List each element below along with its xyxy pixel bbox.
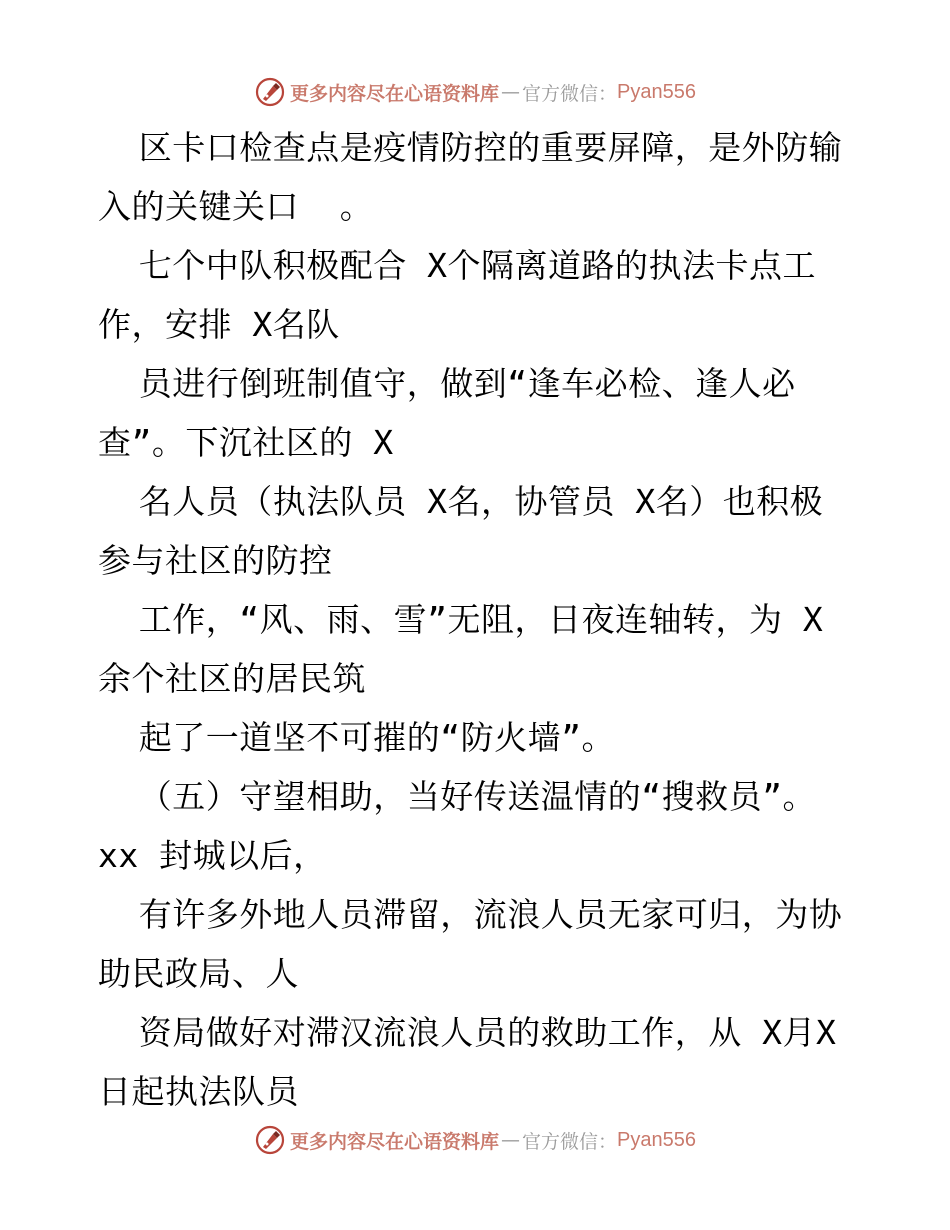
body-line: 起了一道坚不可摧的“防火墙”。	[98, 718, 615, 757]
banner-wechat-id: Pyan556	[617, 80, 696, 103]
banner-wechat-id: Pyan556	[617, 1128, 696, 1151]
body-line: 区卡口检查点是疫情防控的重要屏障，是外防输	[98, 128, 843, 167]
banner-title: 更多内容尽在心语资料库	[290, 1130, 500, 1153]
body-line: 入的关键关口 。	[98, 187, 374, 226]
pen-nib-logo-icon	[254, 1124, 286, 1156]
pen-nib-logo-icon	[254, 76, 286, 108]
body-line: 资局做好对滞汉流浪人员的救助工作，从 X月X	[98, 1013, 837, 1052]
body-line: 工作，“风、雨、雪”无阻，日夜连轴转，为 X	[98, 600, 824, 639]
body-line: xx 封城以后，	[98, 836, 327, 875]
footer-banner	[0, 1120, 950, 1160]
body-line: 日起执法队员	[98, 1072, 299, 1111]
body-line: 作，安排 X名队	[98, 305, 340, 344]
body-line: 助民政局、人	[98, 954, 299, 993]
header-banner	[0, 72, 950, 112]
body-line: 查”。下沉社区的 X	[98, 423, 394, 462]
banner-wechat-label: 官方微信：	[522, 82, 618, 105]
document-body	[98, 118, 868, 1121]
body-line: 余个社区的居民筑	[98, 659, 366, 698]
body-line: 有许多外地人员滞留，流浪人员无家可归，为协	[98, 895, 843, 934]
body-line: （五）守望相助，当好传送温情的“搜救员”。	[98, 777, 816, 816]
body-line: 名人员（执法队员 X名，协管员 X名）也积极	[98, 482, 824, 521]
banner-wechat-label: 官方微信：	[522, 1130, 618, 1153]
banner-dash: —	[501, 1129, 521, 1151]
body-line: 员进行倒班制值守，做到“逢车必检、逢人必	[98, 364, 796, 403]
body-line: 参与社区的防控	[98, 541, 333, 580]
banner-dash: —	[501, 81, 521, 103]
banner-title: 更多内容尽在心语资料库	[290, 82, 500, 105]
body-line: 七个中队积极配合 X个隔离道路的执法卡点工	[98, 246, 816, 285]
